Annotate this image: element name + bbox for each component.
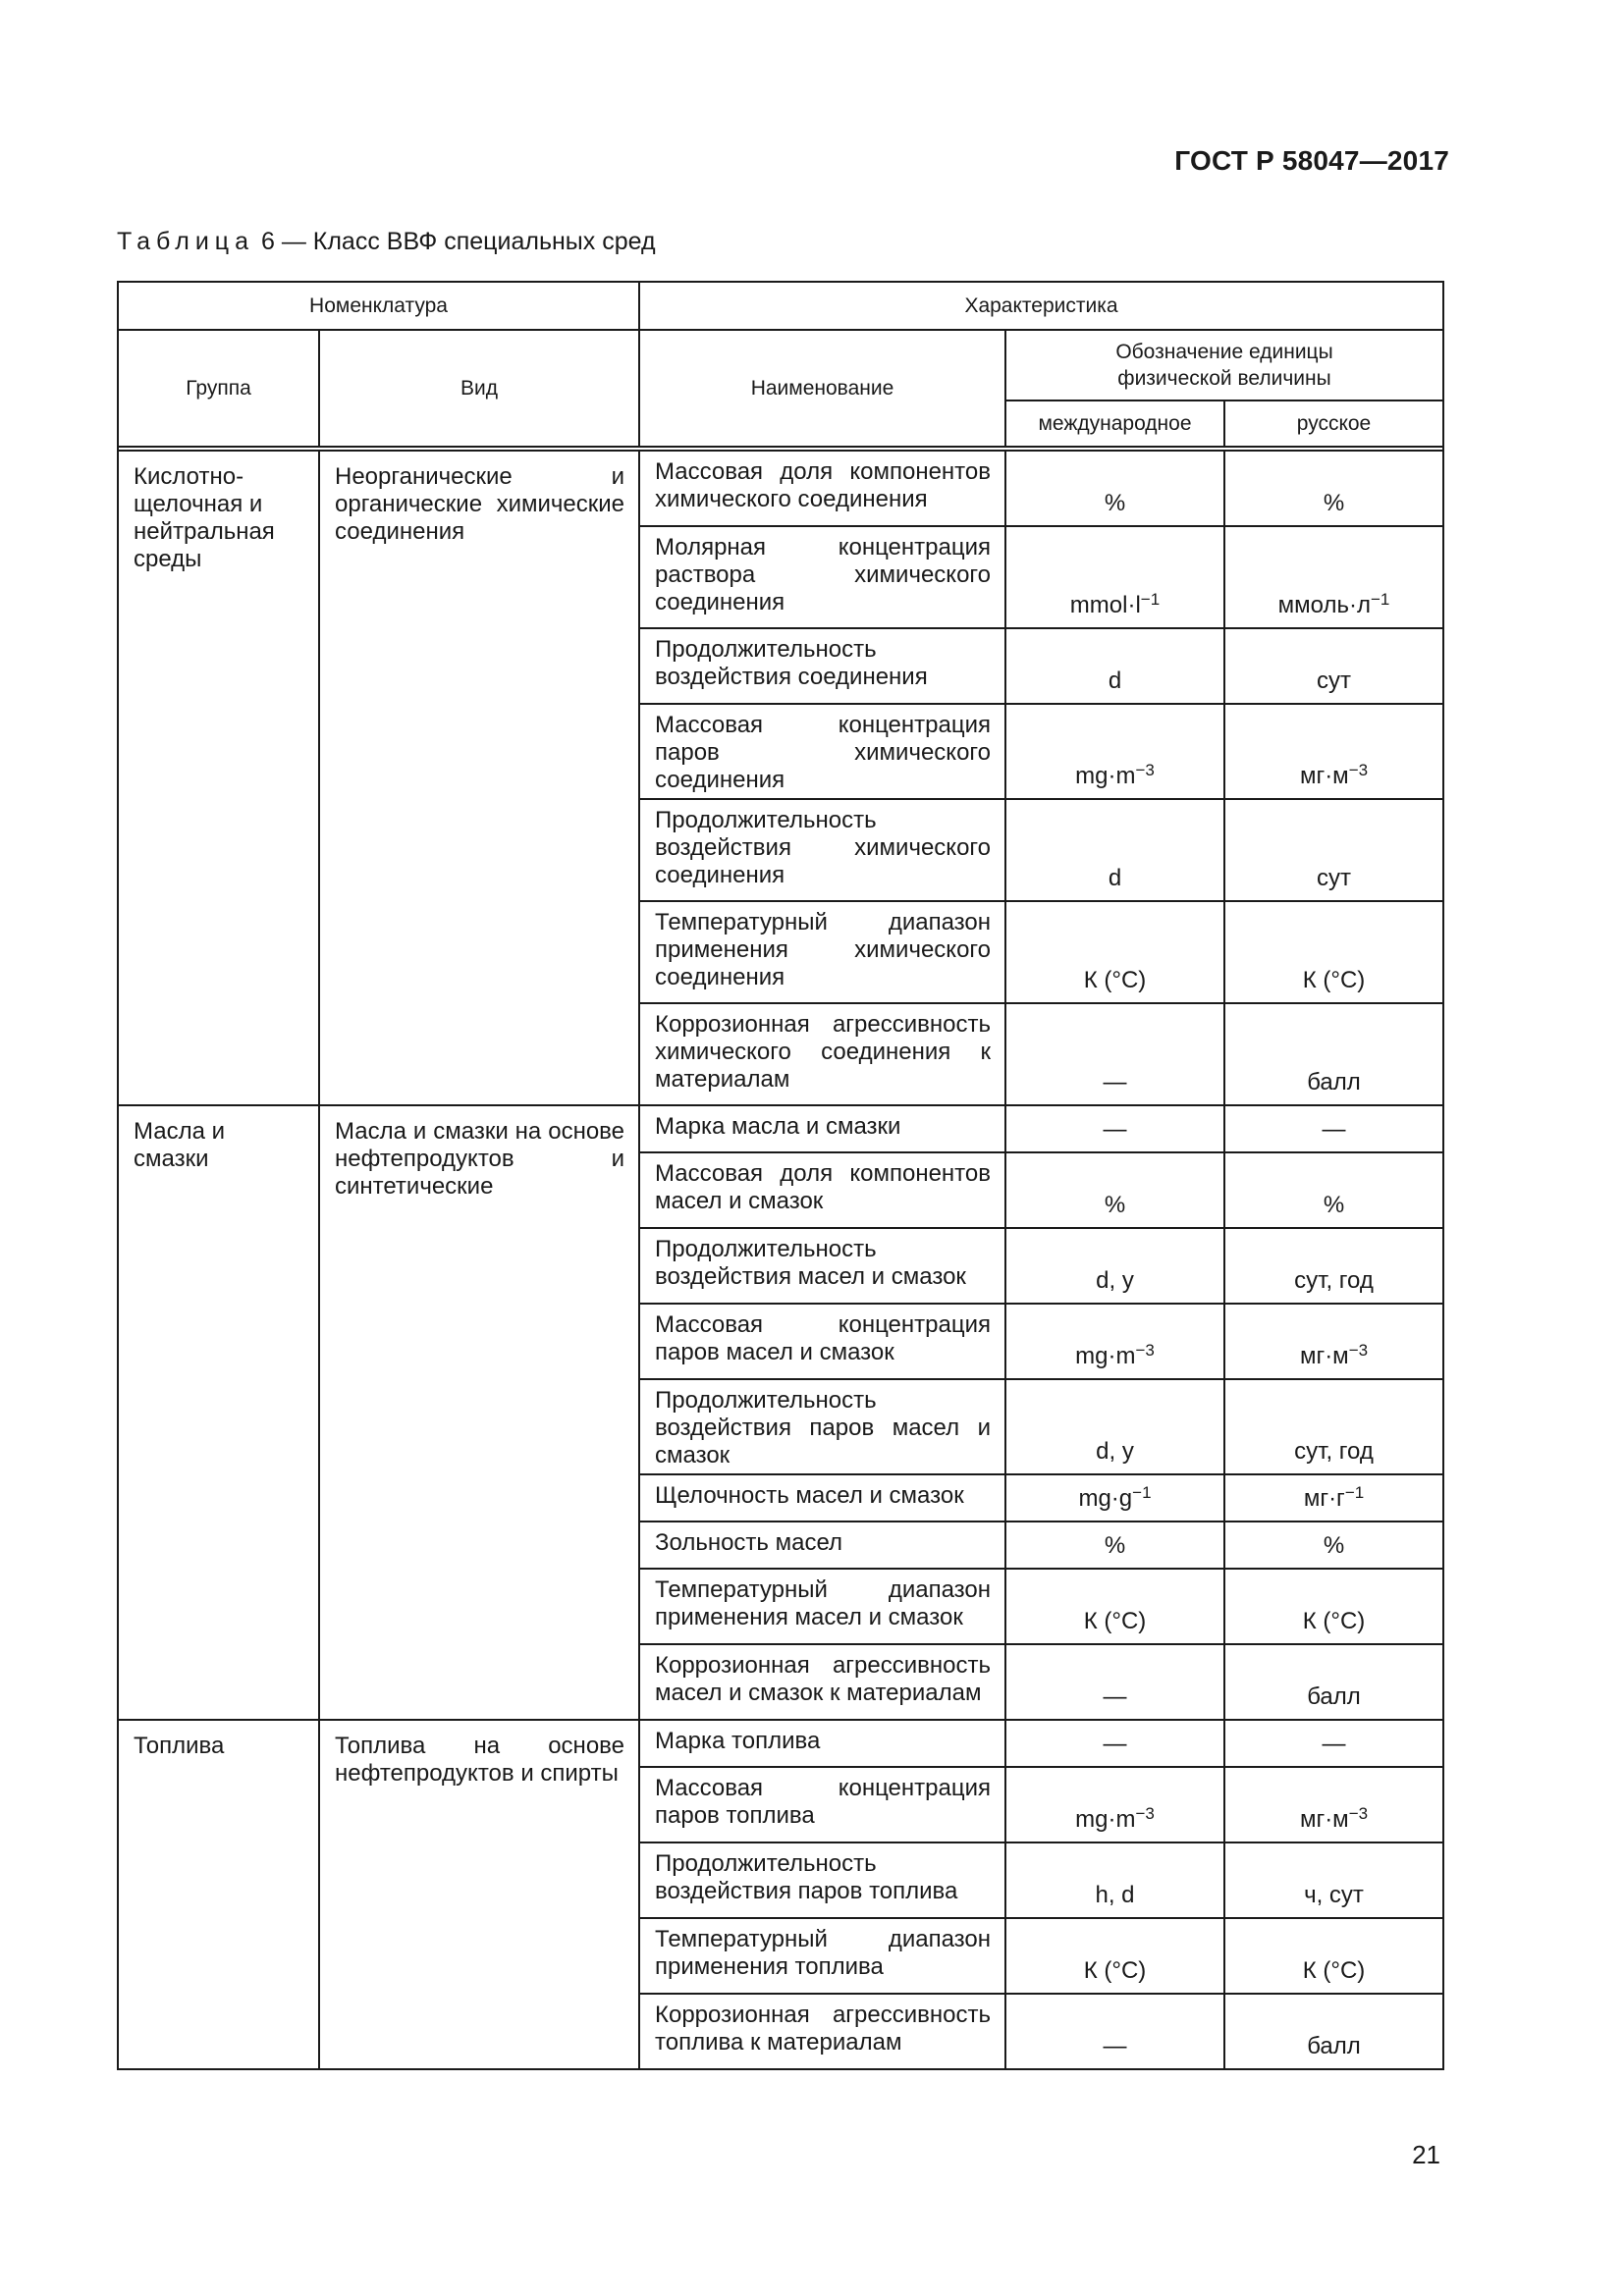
header-russian: русское <box>1224 400 1443 447</box>
unit-symbol: К (°С) <box>1083 967 1147 993</box>
unit-russian-cell <box>1224 1720 1443 1767</box>
characteristic-name-cell: Массовая концентрация паров химического соединения <box>639 704 1005 799</box>
table-caption-label: Таблица <box>117 228 255 255</box>
unit-exponent: −3 <box>1135 1804 1155 1823</box>
characteristic-name-cell: Продолжительность воздействия паров масел и смазок <box>639 1379 1005 1474</box>
unit-exponent: −3 <box>1135 1341 1155 1360</box>
group-cell: Кислотно-щелочная и нейтральная среды <box>118 451 319 1105</box>
unit-symbol: — <box>1103 1069 1127 1095</box>
unit-russian-cell <box>1224 1003 1443 1105</box>
header-unit-designation: Обозначение единицы физической величины <box>1005 330 1443 400</box>
unit-symbol: сут, год <box>1294 1438 1374 1465</box>
unit-symbol: — <box>1322 1731 1346 1757</box>
unit-international-cell <box>1005 1569 1224 1644</box>
unit-russian-cell <box>1224 1918 1443 1994</box>
characteristic-name-cell: Молярная концентрация раствора химического соединения <box>639 526 1005 628</box>
unit-symbol: сут, год <box>1294 1267 1374 1294</box>
unit-international-cell <box>1005 1994 1224 2069</box>
unit-symbol: — <box>1103 2033 1127 2059</box>
unit-symbol: mg·m <box>1075 763 1136 789</box>
unit-symbol: балл <box>1307 1683 1361 1710</box>
table-row <box>118 1105 1443 1152</box>
unit-symbol: mg·m <box>1075 1343 1136 1369</box>
unit-symbol: — <box>1322 1116 1346 1143</box>
unit-international-cell <box>1005 1003 1224 1105</box>
header-international: международное <box>1005 400 1224 447</box>
kind-cell: Топлива на основе нефтепродуктов и спирты <box>319 1720 639 2069</box>
characteristic-name-cell: Продолжительность воздействия паров топлива <box>639 1842 1005 1918</box>
unit-symbol: % <box>1104 1192 1126 1218</box>
unit-russian-cell <box>1224 799 1443 901</box>
group-cell: Масла и смазки <box>118 1105 319 1720</box>
unit-russian-cell <box>1224 1994 1443 2069</box>
unit-symbol: % <box>1104 490 1126 516</box>
table-row <box>118 1720 1443 1767</box>
unit-international-cell <box>1005 1767 1224 1842</box>
unit-russian-cell <box>1224 1842 1443 1918</box>
unit-russian-cell <box>1224 1474 1443 1522</box>
unit-international-cell <box>1005 1842 1224 1918</box>
characteristic-name-cell: Марка масла и смазки <box>639 1105 1005 1152</box>
characteristic-name-cell: Продолжительность воздействия химического соединения <box>639 799 1005 901</box>
characteristic-name-cell: Температурный диапазон применения масел и смазок <box>639 1569 1005 1644</box>
unit-symbol: d, y <box>1096 1267 1134 1294</box>
unit-russian-cell <box>1224 451 1443 526</box>
characteristic-name-cell: Массовая концентрация паров топлива <box>639 1767 1005 1842</box>
unit-exponent: −1 <box>1370 590 1390 609</box>
unit-symbol: К (°С) <box>1302 1957 1366 1984</box>
unit-symbol: сут <box>1317 667 1351 694</box>
unit-international-cell <box>1005 799 1224 901</box>
characteristic-name-cell: Щелочность масел и смазок <box>639 1474 1005 1522</box>
standard-code: ГОСТ Р 58047—2017 <box>1174 145 1449 176</box>
unit-symbol: % <box>1323 1192 1345 1218</box>
unit-international-cell <box>1005 526 1224 628</box>
characteristic-name-cell: Температурный диапазон применения химического соединения <box>639 901 1005 1003</box>
unit-symbol: h, d <box>1095 1882 1135 1908</box>
unit-symbol: К (°С) <box>1083 1957 1147 1984</box>
characteristic-name-cell: Зольность масел <box>639 1522 1005 1569</box>
unit-international-cell <box>1005 704 1224 799</box>
unit-international-cell <box>1005 901 1224 1003</box>
unit-symbol: d <box>1108 865 1122 891</box>
unit-symbol: % <box>1104 1532 1126 1559</box>
unit-symbol: % <box>1323 1532 1345 1559</box>
header-characteristic: Характеристика <box>639 282 1443 330</box>
unit-exponent: −3 <box>1135 761 1155 779</box>
unit-symbol: К (°С) <box>1302 1608 1366 1634</box>
unit-russian-cell <box>1224 901 1443 1003</box>
unit-exponent: −3 <box>1348 761 1369 779</box>
unit-international-cell <box>1005 1720 1224 1767</box>
unit-exponent: −3 <box>1348 1804 1369 1823</box>
environments-table <box>117 281 1444 2070</box>
characteristic-name-cell: Коррозионная агрессивность топлива к материалам <box>639 1994 1005 2069</box>
unit-symbol: — <box>1103 1683 1127 1710</box>
table-caption <box>117 228 656 256</box>
unit-symbol: мг·м <box>1299 763 1349 789</box>
unit-symbol: мг·г <box>1303 1485 1345 1512</box>
unit-international-cell <box>1005 1105 1224 1152</box>
unit-symbol: мг·м <box>1299 1806 1349 1833</box>
characteristic-name-cell: Продолжительность воздействия масел и смазок <box>639 1228 1005 1304</box>
unit-russian-cell <box>1224 1152 1443 1228</box>
unit-international-cell <box>1005 1152 1224 1228</box>
unit-international-cell <box>1005 1918 1224 1994</box>
table-row <box>118 451 1443 526</box>
kind-cell: Масла и смазки на основе нефтепродуктов и синтетические <box>319 1105 639 1720</box>
unit-russian-cell <box>1224 1522 1443 1569</box>
unit-symbol: ммоль·л <box>1277 592 1371 618</box>
unit-russian-cell <box>1224 1767 1443 1842</box>
characteristic-name-cell: Коррозионная агрессивность химического соединения к материалам <box>639 1003 1005 1105</box>
header-nomenclature: Номенклатура <box>118 282 639 330</box>
unit-symbol: — <box>1103 1731 1127 1757</box>
unit-russian-cell <box>1224 1304 1443 1379</box>
characteristic-name-cell: Марка топлива <box>639 1720 1005 1767</box>
header-group: Группа <box>118 330 319 447</box>
unit-symbol: mmol·l <box>1069 592 1141 618</box>
unit-exponent: −1 <box>1132 1483 1152 1502</box>
unit-russian-cell <box>1224 1569 1443 1644</box>
unit-international-cell <box>1005 1474 1224 1522</box>
kind-cell: Неорганические и органические химические соединения <box>319 451 639 1105</box>
unit-symbol: d <box>1108 667 1122 694</box>
page-number: 21 <box>1412 2140 1440 2169</box>
unit-exponent: −1 <box>1140 590 1161 609</box>
header-kind: Вид <box>319 330 639 447</box>
unit-symbol: ч, сут <box>1304 1882 1364 1908</box>
unit-russian-cell <box>1224 1228 1443 1304</box>
unit-symbol: mg·g <box>1078 1485 1133 1512</box>
unit-international-cell <box>1005 1304 1224 1379</box>
unit-symbol: % <box>1323 490 1345 516</box>
unit-symbol: мг·м <box>1299 1343 1349 1369</box>
unit-symbol: — <box>1103 1116 1127 1143</box>
characteristic-name-cell: Коррозионная агрессивность масел и смазок к материалам <box>639 1644 1005 1720</box>
unit-exponent: −3 <box>1348 1341 1369 1360</box>
characteristic-name-cell: Массовая концентрация паров масел и смазок <box>639 1304 1005 1379</box>
unit-russian-cell <box>1224 1105 1443 1152</box>
unit-symbol: К (°С) <box>1083 1608 1147 1634</box>
unit-russian-cell <box>1224 1644 1443 1720</box>
table-caption-title: 6 — Класс ВВФ специальных сред <box>254 228 656 255</box>
unit-international-cell <box>1005 451 1224 526</box>
unit-symbol: сут <box>1317 865 1351 891</box>
unit-international-cell <box>1005 1379 1224 1474</box>
characteristic-name-cell: Температурный диапазон применения топлива <box>639 1918 1005 1994</box>
unit-international-cell <box>1005 1644 1224 1720</box>
unit-international-cell <box>1005 628 1224 704</box>
characteristic-name-cell: Массовая доля компонентов масел и смазок <box>639 1152 1005 1228</box>
unit-international-cell <box>1005 1522 1224 1569</box>
unit-russian-cell <box>1224 1379 1443 1474</box>
unit-russian-cell <box>1224 526 1443 628</box>
unit-symbol: К (°С) <box>1302 967 1366 993</box>
unit-russian-cell <box>1224 704 1443 799</box>
unit-symbol: d, y <box>1096 1438 1134 1465</box>
unit-symbol: балл <box>1307 2033 1361 2059</box>
unit-symbol: балл <box>1307 1069 1361 1095</box>
group-cell: Топлива <box>118 1720 319 2069</box>
characteristic-name-cell: Массовая доля компонентов химического соединения <box>639 451 1005 526</box>
header-name: Наименование <box>639 330 1005 447</box>
unit-russian-cell <box>1224 628 1443 704</box>
unit-international-cell <box>1005 1228 1224 1304</box>
unit-symbol: mg·m <box>1075 1806 1136 1833</box>
characteristic-name-cell: Продолжительность воздействия соединения <box>639 628 1005 704</box>
unit-exponent: −1 <box>1344 1483 1365 1502</box>
